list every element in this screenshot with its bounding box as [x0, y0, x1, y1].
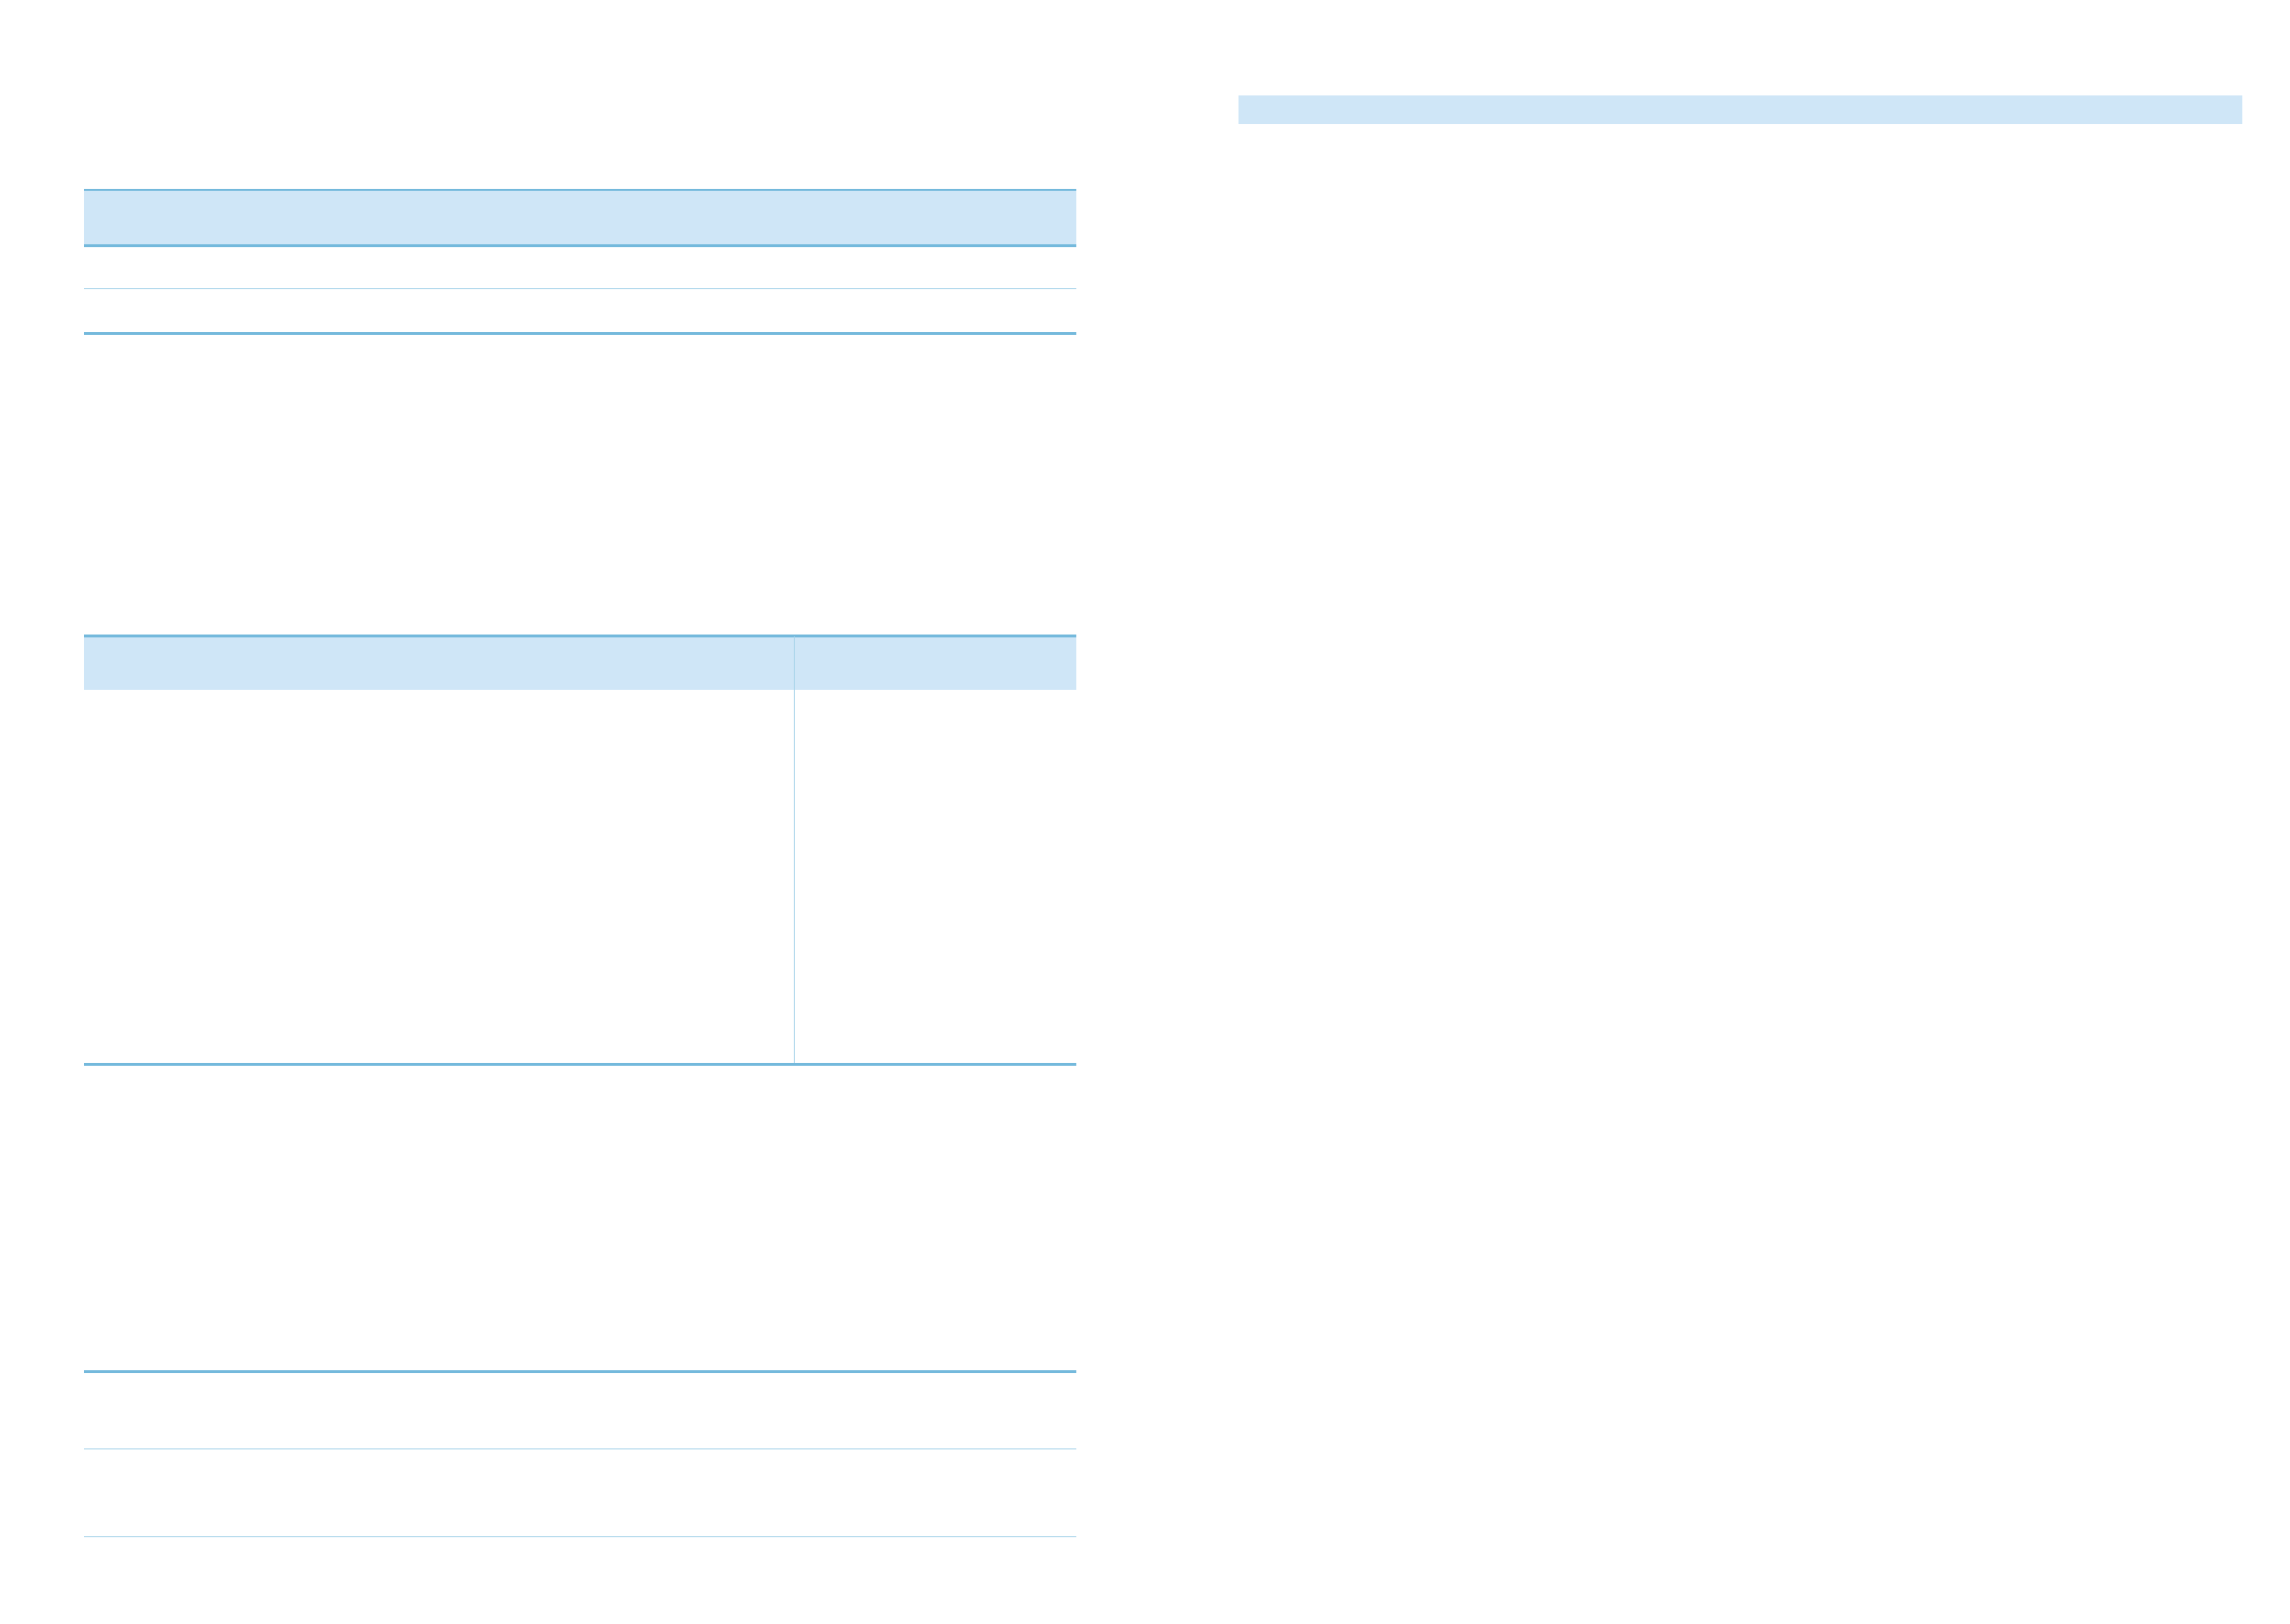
rule-ziele-bottom: [84, 1063, 1076, 1066]
ziele-divider: [794, 636, 795, 1063]
rule-massnahmen-bottom: [84, 1370, 1076, 1373]
rule-notice-bottom: [84, 244, 1076, 247]
rule-datum: [84, 1448, 1076, 1449]
rule-name: [84, 288, 1076, 289]
ziele-band: [84, 636, 1076, 690]
rule-ziele-top: [84, 635, 1076, 637]
notice-band: [84, 191, 1076, 244]
protokolle-header-band: [1239, 95, 2242, 124]
rule-fach: [84, 332, 1076, 335]
rule-signature: [84, 1536, 1076, 1537]
